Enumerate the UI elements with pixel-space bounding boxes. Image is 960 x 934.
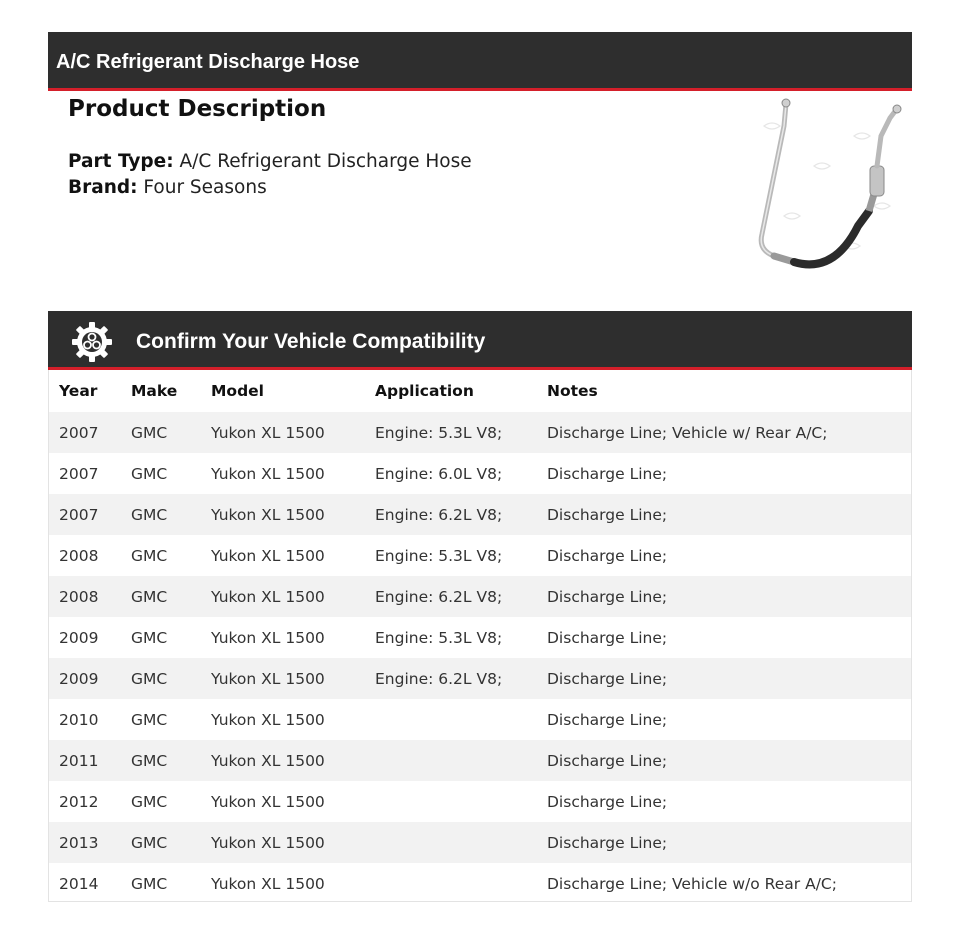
cell-model: Yukon XL 1500 bbox=[201, 740, 365, 781]
cell-model: Yukon XL 1500 bbox=[211, 710, 325, 729]
gear-icon bbox=[70, 320, 114, 364]
cell-make: GMC bbox=[131, 874, 168, 893]
cell-notes: Discharge Line; bbox=[547, 792, 668, 811]
cell-application: Engine: 5.3L V8; bbox=[375, 546, 503, 565]
cell-make: GMC bbox=[131, 710, 168, 729]
part-type-line bbox=[68, 151, 472, 172]
cell-notes: Discharge Line; bbox=[537, 658, 911, 699]
cell-year: 2007 bbox=[49, 412, 121, 453]
cell-make: GMC bbox=[121, 412, 201, 453]
brand-line bbox=[68, 177, 267, 198]
column-header-year: Year bbox=[59, 382, 98, 400]
cell-make: GMC bbox=[131, 628, 168, 647]
cell-year: 2007 bbox=[59, 464, 99, 483]
cell-year: 2008 bbox=[59, 546, 99, 565]
cell-make: GMC bbox=[121, 494, 201, 535]
cell-model: Yukon XL 1500 bbox=[211, 874, 325, 893]
cell-make: GMC bbox=[131, 546, 168, 565]
cell-year: 2012 bbox=[59, 792, 99, 811]
table-row bbox=[49, 781, 911, 822]
table-row bbox=[49, 617, 911, 658]
cell-application bbox=[365, 863, 537, 904]
cell-notes: Discharge Line; bbox=[547, 710, 668, 729]
cell-application: Engine: 5.3L V8; bbox=[375, 628, 503, 647]
cell-model: Yukon XL 1500 bbox=[211, 628, 325, 647]
cell-notes: Discharge Line; bbox=[547, 628, 668, 647]
table-header-row bbox=[49, 370, 911, 412]
brand-label: Brand: bbox=[68, 177, 138, 198]
cell-year: 2009 bbox=[49, 658, 121, 699]
product-title: A/C Refrigerant Discharge Hose bbox=[56, 51, 360, 73]
column-header-make: Make bbox=[131, 382, 178, 400]
compatibility-title: Confirm Your Vehicle Compatibility bbox=[136, 330, 486, 353]
title-bar bbox=[48, 32, 912, 91]
cell-make: GMC bbox=[131, 464, 168, 483]
cell-notes: Discharge Line; bbox=[537, 740, 911, 781]
cell-year: 2011 bbox=[49, 740, 121, 781]
cell-make: GMC bbox=[121, 658, 201, 699]
table-row bbox=[49, 740, 911, 781]
description-heading: Product Description bbox=[68, 96, 327, 122]
cell-make: GMC bbox=[131, 792, 168, 811]
cell-application: Engine: 6.0L V8; bbox=[375, 464, 503, 483]
hose-image bbox=[724, 96, 912, 276]
cell-make: GMC bbox=[121, 576, 201, 617]
cell-model: Yukon XL 1500 bbox=[211, 792, 325, 811]
cell-model: Yukon XL 1500 bbox=[201, 658, 365, 699]
cell-year: 2007 bbox=[49, 494, 121, 535]
cell-make: GMC bbox=[121, 822, 201, 863]
column-header-application: Application bbox=[375, 382, 474, 400]
cell-notes: Discharge Line; bbox=[537, 494, 911, 535]
cell-make: GMC bbox=[121, 740, 201, 781]
cell-notes: Discharge Line; bbox=[537, 576, 911, 617]
table-row bbox=[49, 576, 911, 617]
cell-year: 2009 bbox=[59, 628, 99, 647]
table-row bbox=[49, 453, 911, 494]
cell-application: Engine: 6.2L V8; bbox=[365, 494, 537, 535]
table-row bbox=[49, 863, 911, 904]
cell-model: Yukon XL 1500 bbox=[201, 494, 365, 535]
cell-application: Engine: 5.3L V8; bbox=[365, 412, 537, 453]
brand-value: Four Seasons bbox=[143, 177, 267, 198]
part-type-label: Part Type: bbox=[68, 151, 174, 172]
cell-application: Engine: 6.2L V8; bbox=[365, 658, 537, 699]
table-row bbox=[49, 699, 911, 740]
table-row bbox=[49, 658, 911, 699]
table-row bbox=[49, 535, 911, 576]
part-type-value: A/C Refrigerant Discharge Hose bbox=[179, 151, 472, 172]
cell-model: Yukon XL 1500 bbox=[211, 464, 325, 483]
cell-model: Yukon XL 1500 bbox=[201, 822, 365, 863]
cell-year: 2013 bbox=[49, 822, 121, 863]
cell-application: Engine: 6.2L V8; bbox=[365, 576, 537, 617]
cell-notes: Discharge Line; bbox=[547, 464, 668, 483]
column-header-notes: Notes bbox=[547, 382, 598, 400]
cell-model: Yukon XL 1500 bbox=[201, 576, 365, 617]
cell-year: 2008 bbox=[49, 576, 121, 617]
table-row bbox=[49, 412, 911, 453]
cell-model: Yukon XL 1500 bbox=[201, 412, 365, 453]
cell-notes: Discharge Line; Vehicle w/ Rear A/C; bbox=[537, 412, 911, 453]
compatibility-table bbox=[48, 370, 912, 902]
cell-notes: Discharge Line; bbox=[547, 546, 668, 565]
table-row bbox=[49, 822, 911, 863]
column-header-model: Model bbox=[211, 382, 264, 400]
cell-application bbox=[365, 822, 537, 863]
cell-year: 2010 bbox=[59, 710, 99, 729]
cell-application bbox=[365, 781, 537, 822]
cell-notes: Discharge Line; Vehicle w/o Rear A/C; bbox=[547, 874, 837, 893]
table-row bbox=[49, 494, 911, 535]
cell-application bbox=[365, 699, 537, 740]
cell-model: Yukon XL 1500 bbox=[211, 546, 325, 565]
cell-application bbox=[365, 740, 537, 781]
compatibility-bar bbox=[48, 311, 912, 370]
cell-notes: Discharge Line; bbox=[537, 822, 911, 863]
cell-year: 2014 bbox=[59, 874, 99, 893]
